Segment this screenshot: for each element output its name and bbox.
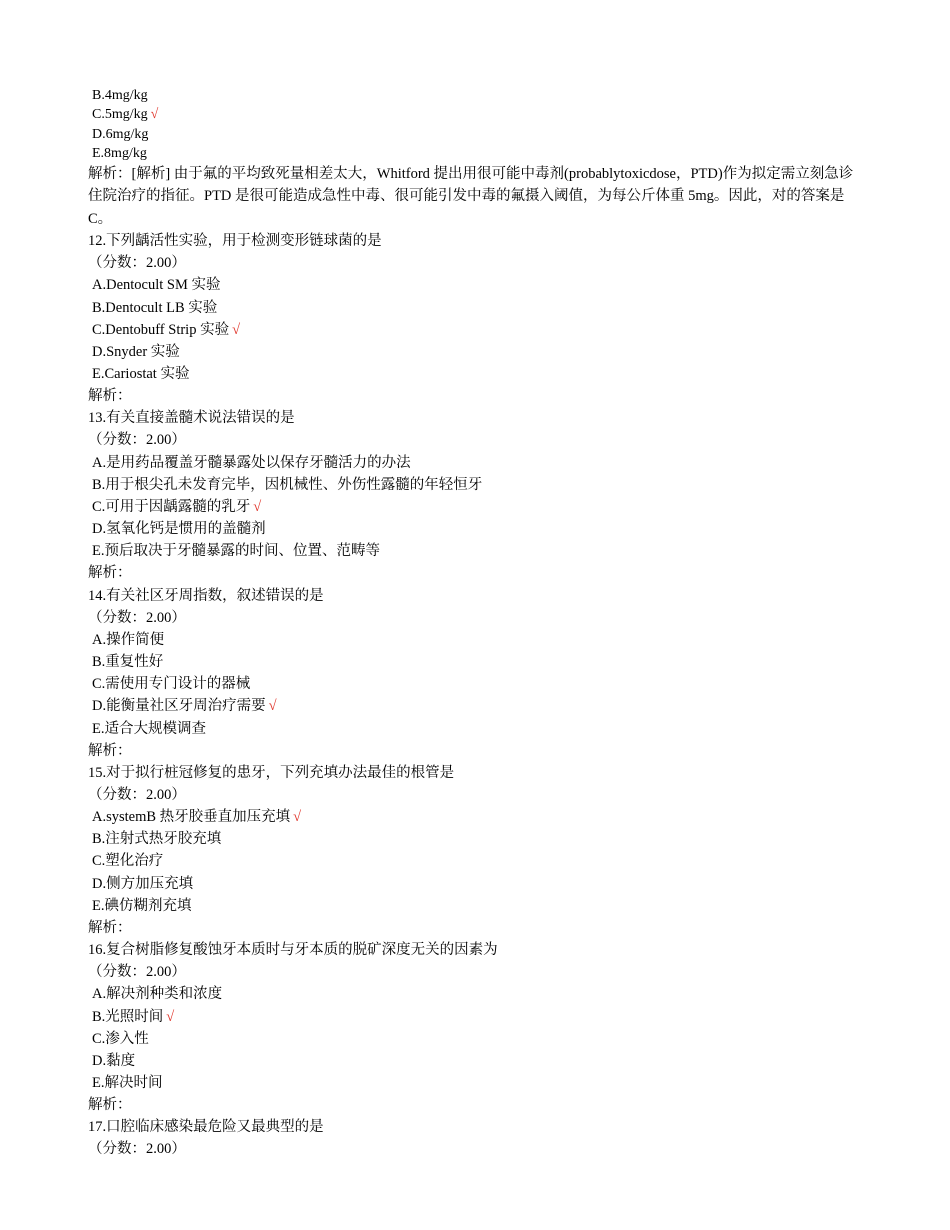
- option-a: A.解决剂种类和浓度: [92, 986, 223, 1003]
- question-title: 14.有关社区牙周指数，叙述错误的是: [88, 587, 324, 604]
- analysis-label: 解析：: [88, 565, 132, 582]
- question-score: （分数：2.00）: [88, 432, 186, 449]
- question-score: （分数：2.00）: [88, 964, 186, 981]
- question-score: （分数：2.00）: [88, 255, 186, 272]
- option-top-b: B.4mg/kg: [92, 88, 148, 103]
- option-b: B.Dentocult LB 实验: [92, 299, 218, 316]
- analysis-label: 解析：: [88, 1097, 132, 1114]
- exam-page: [88, 86, 863, 1161]
- option-d: D.Snyder 实验: [92, 343, 180, 360]
- option-e: E.适合大规模调查: [92, 720, 206, 737]
- option-d: D.氢氧化钙是惯用的盖髓剂: [92, 521, 266, 538]
- correct-check-mark: √: [150, 107, 159, 123]
- option-e: E.Cariostat 实验: [92, 366, 190, 383]
- analysis-label: 解析：: [88, 742, 132, 759]
- question-title: 16.复合树脂修复酸蚀牙本质时与牙本质的脱矿深度无关的因素为: [88, 942, 498, 959]
- option-e: E.碘仿糊剂充填: [92, 897, 192, 914]
- option-d: D.能衡量社区牙周治疗需要 √: [92, 698, 277, 715]
- option-top-d: D.6mg/kg: [92, 126, 149, 142]
- option-a: A.是用药品覆盖牙髓暴露处以保存牙髓活力的办法: [92, 454, 411, 471]
- option-e: E.解决时间: [92, 1075, 163, 1092]
- option-top-c: C.5mg/kg √: [92, 107, 159, 123]
- option-d: D.黏度: [92, 1052, 136, 1069]
- option-top-e: E.8mg/kg: [92, 145, 147, 161]
- question-score: （分数：2.00）: [88, 786, 186, 803]
- question-title: 17.口腔临床感染最危险又最典型的是: [88, 1119, 324, 1136]
- option-c: C.Dentobuff Strip 实验 √: [92, 321, 241, 338]
- question-title: 12.下列龋活性实验，用于检测变形链球菌的是: [88, 233, 382, 250]
- option-c: C.渗入性: [92, 1030, 149, 1047]
- option-b: B.注射式热牙胶充填: [92, 831, 222, 848]
- option-c: C.需使用专门设计的器械: [92, 676, 251, 693]
- question-title: 15.对于拟行桩冠修复的患牙，下列充填办法最佳的根管是: [88, 764, 455, 781]
- option-a: A.systemB 热牙胶垂直加压充填 √: [92, 809, 302, 826]
- correct-check-mark: √: [293, 809, 302, 826]
- correct-check-mark: √: [232, 321, 241, 338]
- correct-check-mark: √: [268, 698, 277, 715]
- analysis-text: 解析：[解析] 由于氟的平均致死量相差太大，Whitford 提出用很可能中毒剂(probablytoxicdose，PTD)作为拟定需立刻急诊住院治疗的指征。PTD 是很可能造成急性中毒、很可能引发中毒的氟摄入阈值，为每公斤体重 5mg。因此，对的答案是 C。: [88, 166, 854, 227]
- correct-check-mark: √: [253, 498, 262, 515]
- option-c: C.可用于因龋露髓的乳牙 √: [92, 498, 262, 515]
- option-e: E.预后取决于牙髓暴露的时间、位置、范畴等: [92, 543, 380, 560]
- option-d: D.侧方加压充填: [92, 875, 194, 892]
- option-b: B.用于根尖孔未发育完毕，因机械性、外伤性露髓的年轻恒牙: [92, 476, 483, 493]
- analysis-label: 解析：: [88, 388, 132, 405]
- option-a: A.Dentocult SM 实验: [92, 277, 221, 294]
- analysis-label: 解析：: [88, 919, 132, 936]
- question-score: （分数：2.00）: [88, 1141, 186, 1158]
- option-b: B.光照时间 √: [92, 1008, 175, 1025]
- question-title: 13.有关直接盖髓术说法错误的是: [88, 410, 295, 427]
- option-c: C.塑化治疗: [92, 853, 164, 870]
- question-score: （分数：2.00）: [88, 609, 186, 626]
- correct-check-mark: √: [166, 1008, 175, 1025]
- option-a: A.操作简便: [92, 631, 165, 648]
- option-b: B.重复性好: [92, 654, 164, 671]
